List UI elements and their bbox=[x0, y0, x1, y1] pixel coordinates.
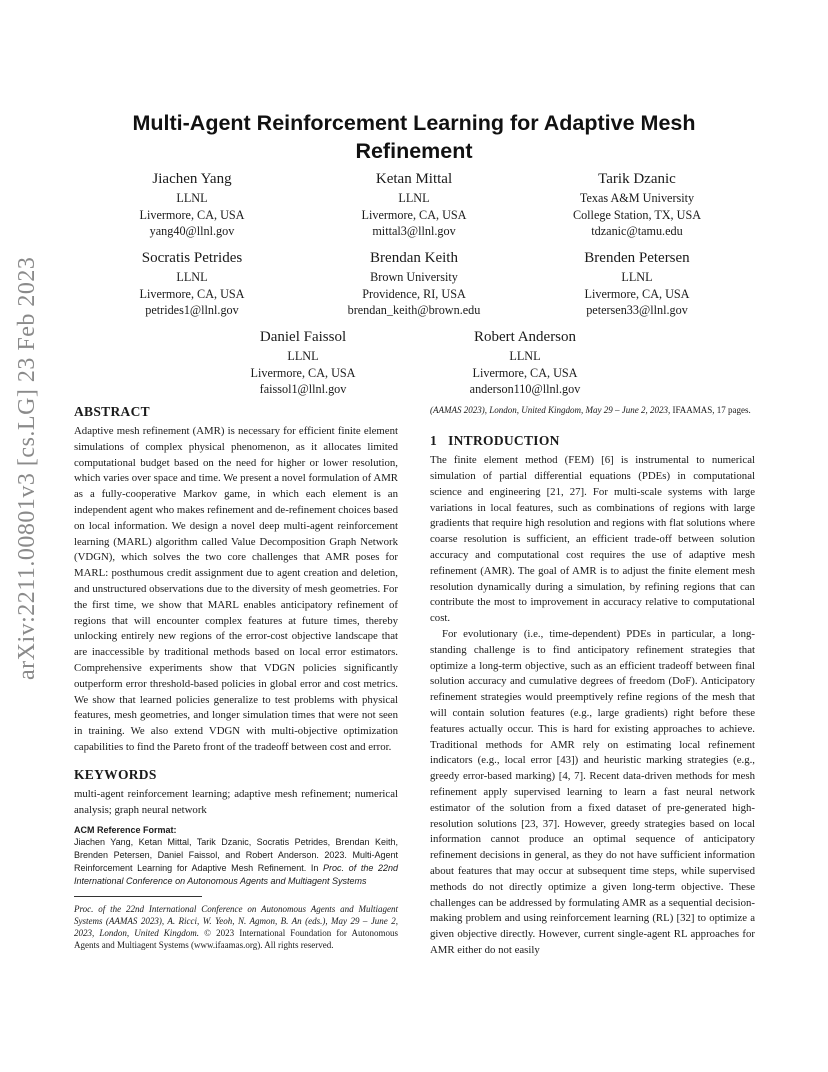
author-email[interactable]: petrides1@llnl.gov bbox=[145, 303, 239, 318]
right-column bbox=[430, 404, 755, 959]
abstract-heading: ABSTRACT bbox=[74, 404, 150, 419]
intro-paragraph-2: For evolutionary (i.e., time-dependent) PDEs in particular, a long-standing challenge is to find anticipatory refinement strategies that optimize a long-term objective, such as an efficient tradeoff between final solution accuracy and cumulative degrees of freedom (DoF). Anticipatory refinement strategies would preemptively refine regions of the mesh that will contain solution features (e.g., large gradients) right before these features actually occur. This is hard for existing approaches to achieve. Traditional methods for AMR rely on estimating local refinement indicators (e.g., local error [43]) and heuristic marking strategies (e.g., greedy error-based marking) [4, 7]. Recent data-driven methods for mesh refinement apply supervised learning to learn a fast neural network estimator of the solution from a fixed dataset of pre-generated high-resolution solutions [23, 37]. However, greedy strategies based on local information cannot produce an optimal sequence of anticipatory refinement decisions in general, as they do not have sufficient information about features that may occur at subsequent time steps, while supervised methods do not directly optimize a given long-term objective. These challenges can be addressed by formulating AMR as a sequential decision-making problem and using reinforcement learning (RL) [32] to optimize a given objective directly. However, current single-agent RL approaches for AMR either do not easily bbox=[430, 627, 755, 956]
author-location: College Station, TX, USA bbox=[572, 207, 702, 222]
author-name: Jiachen Yang bbox=[152, 171, 232, 187]
author-block bbox=[517, 170, 757, 240]
author-name: Socratis Petrides bbox=[141, 250, 243, 266]
author-name: Brenden Petersen bbox=[584, 250, 690, 266]
author-block bbox=[405, 328, 645, 398]
title-line-1: Multi-Agent Reinforcement Learning for Adaptive Mesh bbox=[132, 111, 696, 135]
acm-reference-continued-pages: IFAAMAS, 17 pages. bbox=[672, 405, 751, 415]
author-email[interactable]: tdzanic@tamu.edu bbox=[591, 224, 683, 239]
left-column bbox=[74, 403, 398, 951]
author-location: Providence, RI, USA bbox=[362, 286, 466, 301]
author-location: Livermore, CA, USA bbox=[584, 286, 690, 301]
introduction-heading: 1 INTRODUCTION bbox=[430, 433, 560, 449]
author-block bbox=[72, 170, 312, 240]
arxiv-stamp: arXiv:2211.00801v3 [cs.LG] 23 Feb 2023 bbox=[14, 256, 40, 680]
author-block bbox=[72, 249, 312, 319]
author-block bbox=[294, 249, 534, 319]
author-location: Livermore, CA, USA bbox=[139, 286, 245, 301]
footnote-rule bbox=[74, 896, 202, 897]
author-name: Brendan Keith bbox=[370, 250, 458, 266]
author-email[interactable]: faissol1@llnl.gov bbox=[259, 382, 347, 397]
author-block bbox=[517, 249, 757, 319]
title-line-2: Refinement bbox=[355, 139, 473, 163]
footnote-venue: Proc. of the 22nd International Conference on Autonomous Agents and Multiagent Systems (AAMAS 2023), A. Ricci, W. Yeoh, N. Agmon, B. An (eds.), May 29 – June 2, 2023, London, United Kingdom. bbox=[74, 903, 398, 938]
author-affiliation: LLNL bbox=[176, 191, 208, 205]
author-block bbox=[183, 328, 423, 398]
author-name: Ketan Mittal bbox=[375, 171, 453, 187]
acm-reference-plain: Jiachen Yang, Ketan Mittal, Tarik Dzanic, Socratis Petrides, Brendan Keith, Brenden Petersen, Daniel Faissol, and Robert Anderson. 2023. Multi-Agent Reinforcement Learning for Adaptive Mesh Refinement. In bbox=[74, 837, 398, 873]
author-affiliation: LLNL bbox=[509, 349, 541, 363]
author-affiliation: LLNL bbox=[621, 270, 653, 284]
author-block bbox=[294, 170, 534, 240]
author-name: Robert Anderson bbox=[473, 329, 577, 345]
acm-reference-text bbox=[74, 836, 398, 887]
keywords-heading: KEYWORDS bbox=[74, 766, 157, 782]
acm-reference-venue: Proc. of the 22nd International Conference on Autonomous Agents and Multiagent Systems bbox=[74, 862, 398, 886]
acm-reference-label: ACM Reference Format: bbox=[74, 825, 177, 836]
author-affiliation: Brown University bbox=[370, 270, 458, 284]
paper-title bbox=[100, 109, 728, 165]
footnote-copyright: © 2023 International Foundation for Autonomous Agents and Multiagent Systems (www.ifaamas.org). All rights reserved. bbox=[74, 927, 398, 951]
author-location: Livermore, CA, USA bbox=[139, 207, 245, 222]
author-location: Livermore, CA, USA bbox=[361, 207, 467, 222]
author-location: Livermore, CA, USA bbox=[250, 365, 356, 380]
author-affiliation: LLNL bbox=[176, 270, 208, 284]
author-name: Tarik Dzanic bbox=[598, 171, 676, 187]
author-email[interactable]: brendan_keith@brown.edu bbox=[347, 303, 481, 318]
author-location: Livermore, CA, USA bbox=[472, 365, 578, 380]
author-email[interactable]: anderson110@llnl.gov bbox=[469, 382, 581, 397]
author-affiliation: Texas A&M University bbox=[579, 191, 695, 205]
author-name: Daniel Faissol bbox=[259, 329, 347, 345]
author-email[interactable]: mittal3@llnl.gov bbox=[372, 224, 456, 239]
footnote bbox=[74, 903, 398, 952]
author-affiliation: LLNL bbox=[398, 191, 430, 205]
author-email[interactable]: yang40@llnl.gov bbox=[149, 224, 235, 239]
intro-paragraph-1: The finite element method (FEM) [6] is instrumental to numerical simulation of partial differential equations (PDEs) in computational science and engineering [21, 27]. For multi-scale systems with large variations in local features, such as combinations of regions with large gradients that require high resolution and regions with flat solutions where coarse resolution is sufficient, an efficient trade-off between solution accuracy and computational cost requires the use of adaptive mesh refinement (AMR). The goal of AMR is to adjust the finite element mesh resolution dynamically during a simulation, by refining regions that can contribute the most to improvement in accuracy relative to computational cost. bbox=[430, 454, 755, 625]
acm-reference-continued-venue: (AAMAS 2023), London, United Kingdom, May 29 – June 2, 2023, bbox=[430, 405, 671, 415]
acm-reference-continued bbox=[430, 404, 755, 416]
author-affiliation: LLNL bbox=[287, 349, 319, 363]
abstract-text: Adaptive mesh refinement (AMR) is necessary for efficient finite element simulations of complex physical phenomenon, as it allocates limited computational budget based on the need for higher or lower resolution, which varies over space and time. We present a novel formulation of AMR as a fully-cooperative Markov game, in which each element is an independent agent who makes refinement and de-refinement choices based on local information. We design a novel deep multi-agent reinforcement learning (MARL) algorithm called Value Decomposition Graph Network (VDGN), which solves the two core challenges that AMR poses for MARL: posthumous credit assignment due to agent creation and deletion, and unstructured observations due to the diversity of mesh geometries. For the first time, we show that MARL enables anticipatory refinement of regions that will encounter complex features at future times, thereby unlocking entirely new regions of the error-cost objective landscape that are inaccessible by traditional methods based on local error estimators. Comprehensive experiments show that VDGN policies significantly outperform error threshold-based policies in global error and cost metrics. We show that learned policies generalize to test problems with physical features, mesh geometries, and longer simulation times that were not seen in training. We also extend VDGN with multi-objective optimization capabilities to find the Pareto front of the tradeoff between cost and error. bbox=[74, 425, 398, 753]
keywords-text: multi-agent reinforcement learning; adaptive mesh refinement; numerical analysis; graph neural network bbox=[74, 787, 398, 816]
author-email[interactable]: petersen33@llnl.gov bbox=[586, 303, 688, 318]
